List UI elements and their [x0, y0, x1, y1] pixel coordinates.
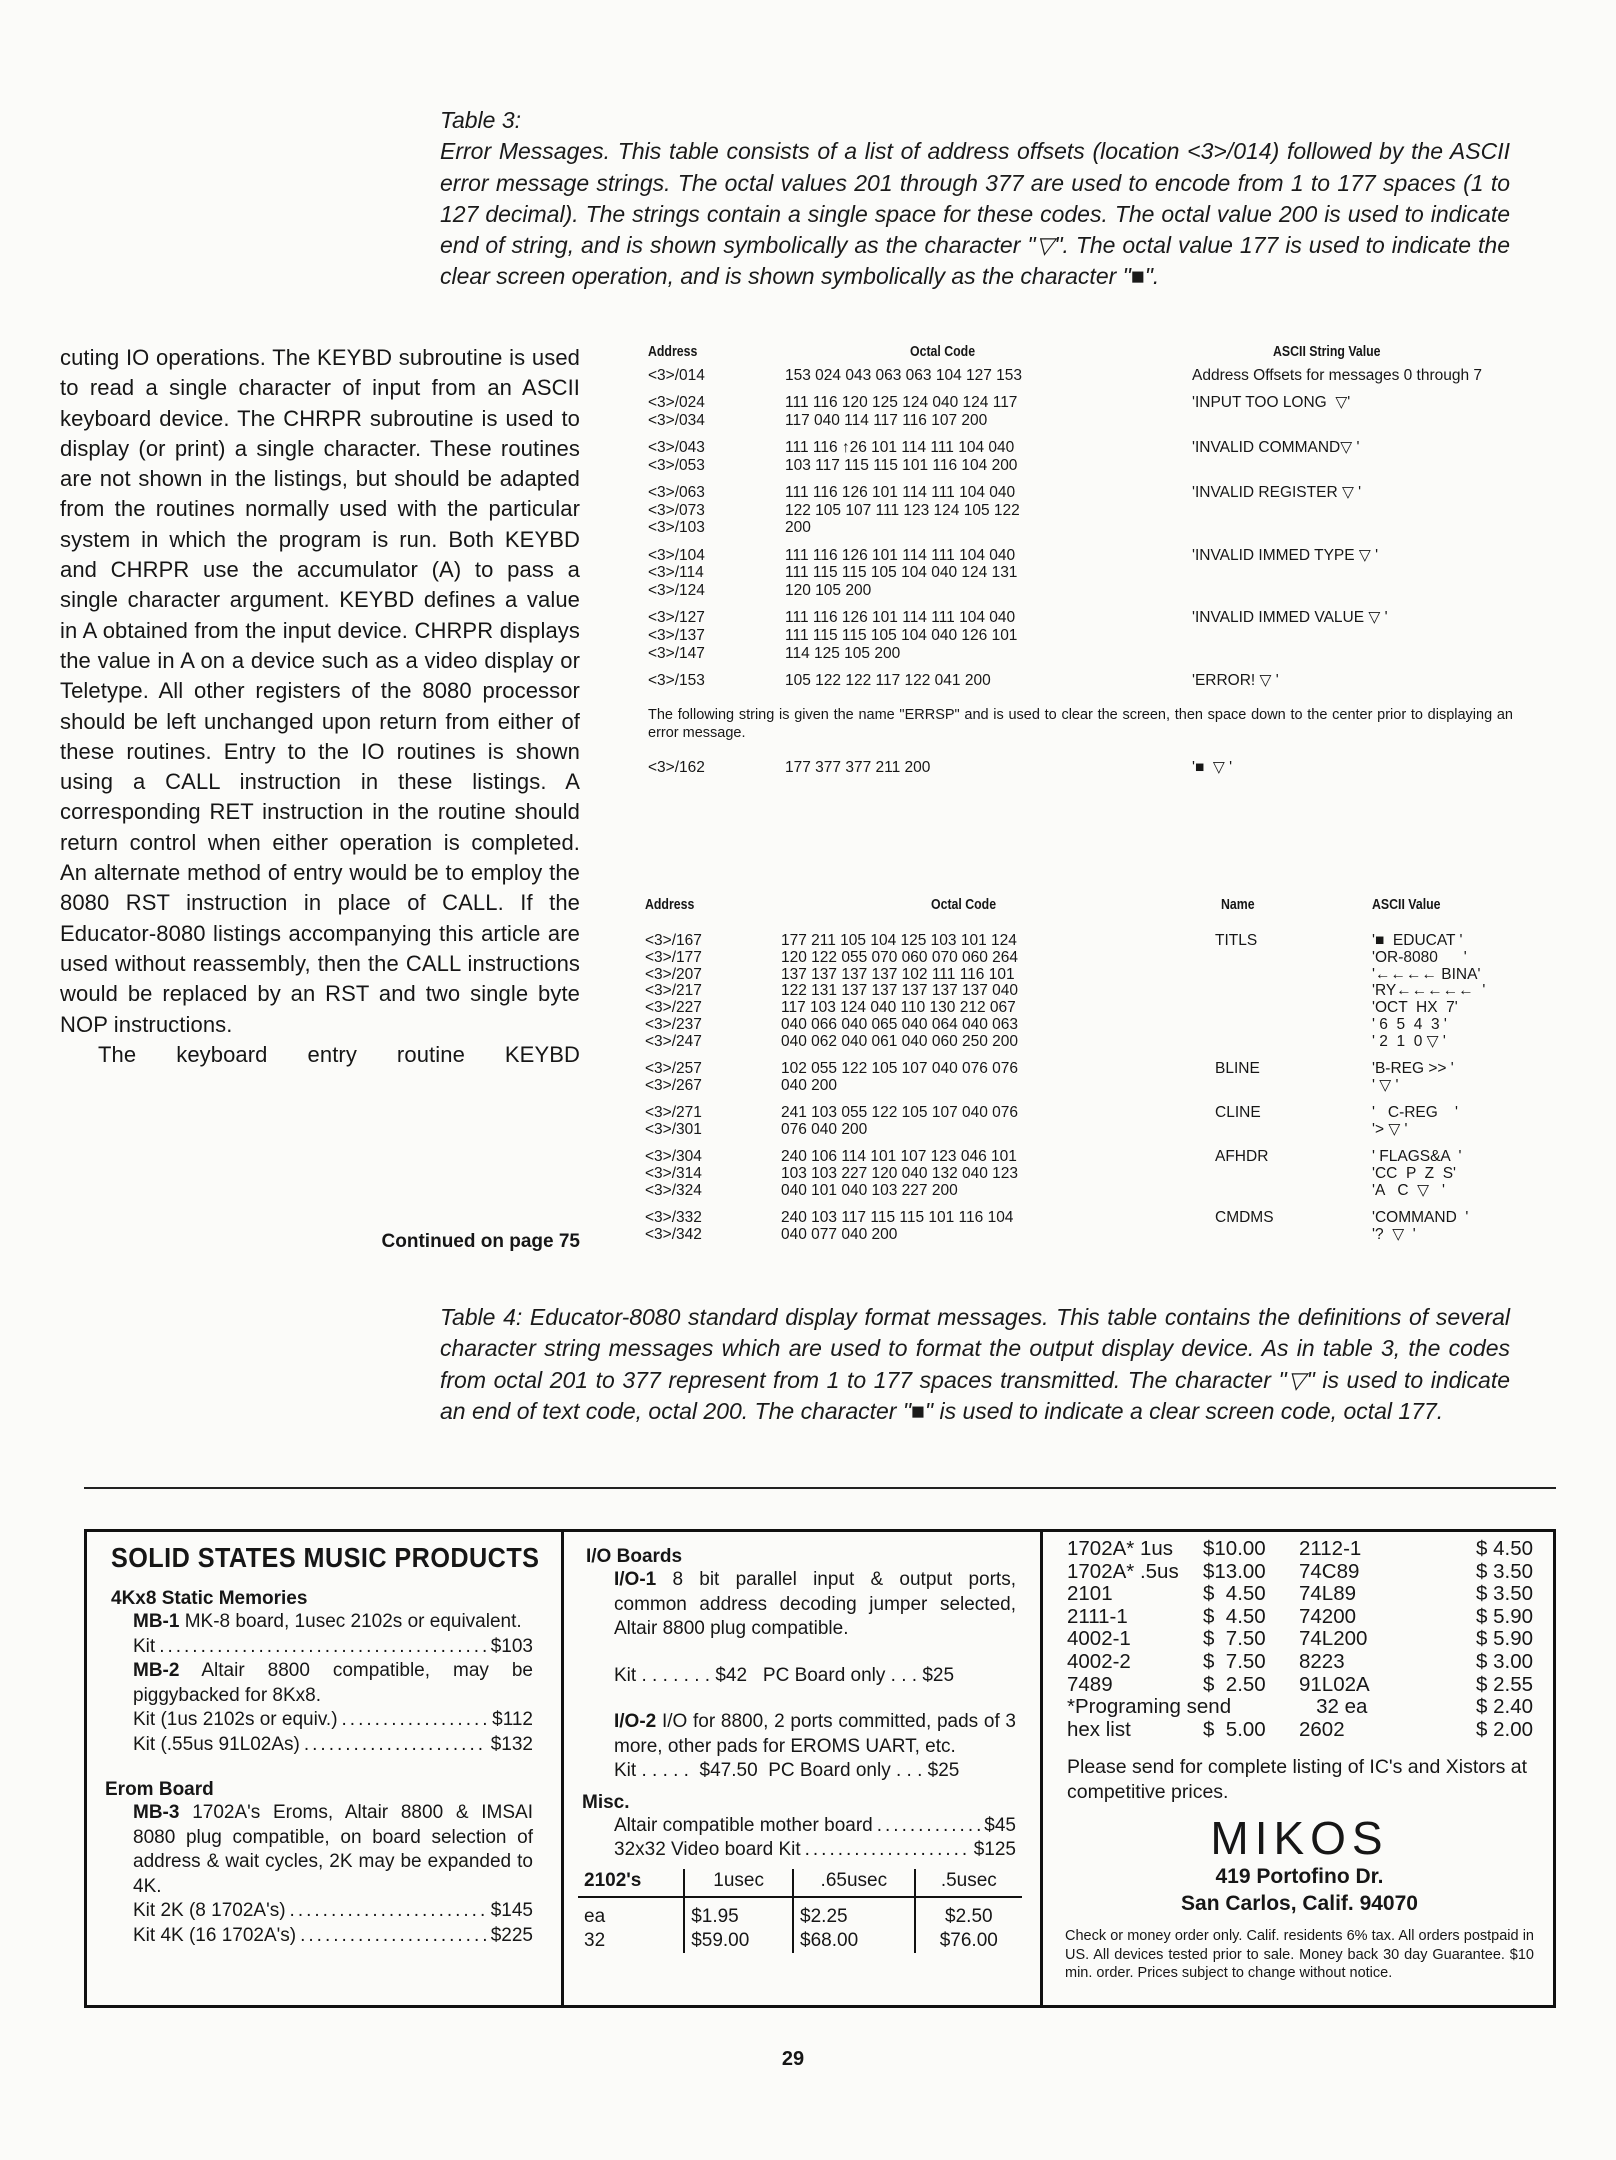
row-octal: 111 116 120 125 124 040 124 117	[785, 394, 1018, 412]
io1-desc: 8 bit parallel input & output ports, common address decoding jumper selected, Altair 8800 plug compatible.	[614, 1569, 1016, 1639]
row-octal: 117 103 124 040 110 130 212 067	[781, 999, 1016, 1017]
kit-label: Kit (.55us 91L02As)	[133, 1733, 300, 1755]
row-octal: 111 116 ↑26 101 114 111 104 040	[785, 439, 1015, 457]
mb3-code: MB-3	[133, 1802, 180, 1823]
io1-code: I/O-1	[614, 1569, 657, 1590]
header-name: Name	[1221, 897, 1255, 913]
mb1-desc: MK-8 board, 1usec 2102s or equivalent.	[184, 1611, 522, 1632]
part-number: 91L02A	[1299, 1672, 1370, 1696]
row-ascii: Address Offsets for messages 0 through 7	[1192, 367, 1483, 384]
row-ascii: ' 6 5 4 3 '	[1372, 1016, 1447, 1033]
company-address-city: San Carlos, Calif. 94070	[1181, 1892, 1418, 1916]
ad-column-memories	[87, 1532, 557, 2005]
row-addr: <3>/314	[645, 1165, 702, 1183]
listing-note: Please send for complete listing of IC's and Xistors at competitive prices.	[1067, 1756, 1528, 1804]
misc-label: Altair compatible mother board	[614, 1814, 873, 1836]
company-logo: MIKOS	[1210, 1812, 1389, 1865]
kit-label: Kit 4K (16 1702A's)	[133, 1924, 297, 1946]
io-heading: I/O Boards	[586, 1546, 683, 1567]
row-octal: 040 062 040 061 040 060 250 200	[781, 1032, 1019, 1050]
row-name: AFHDR	[1215, 1148, 1269, 1166]
row-addr: <3>/053	[648, 456, 705, 474]
row-addr: <3>/342	[645, 1226, 702, 1243]
part-number: 2602	[1299, 1717, 1345, 1741]
mb3-desc: 1702A's Eroms, Altair 8800 & IMSAI 8080 plug compatible, on board selection of address & wait cycles, 2K may be expanded to 4K.	[133, 1802, 533, 1897]
ad-column-io	[561, 1532, 1040, 2005]
row-octal: 040 066 040 065 040 064 040 063	[781, 1016, 1019, 1033]
row-addr: <3>/124	[648, 582, 705, 599]
row-addr: <3>/073	[648, 501, 705, 519]
2102-price-table	[578, 1869, 1022, 1953]
kit-label: Kit (1us 2102s or equiv.)	[133, 1709, 338, 1730]
part-number: 74200	[1299, 1604, 1357, 1628]
row-ascii: 'A C ▽ '	[1372, 1181, 1445, 1199]
page-number: 29	[781, 2048, 805, 2070]
part-price: $ 7.50	[1203, 1627, 1266, 1651]
row-addr: <3>/063	[648, 484, 705, 501]
row-addr: <3>/247	[645, 1032, 702, 1050]
row-octal: 111 116 126 101 114 111 104 040	[785, 609, 1016, 627]
part-price: $ 3.50	[1476, 1582, 1533, 1606]
row-ascii: 'OCT HX 7'	[1372, 999, 1458, 1017]
chip-header: 1usec	[684, 1869, 793, 1897]
misc-line	[614, 1838, 1016, 1863]
part-number: hex list	[1067, 1717, 1131, 1741]
mb2-desc: Altair 8800 compatible, may be piggybacked for 8Kx8.	[133, 1660, 533, 1706]
mb2-kit-line	[133, 1733, 533, 1758]
row-name: TITLS	[1215, 932, 1258, 949]
row-octal: 111 115 115 105 104 040 126 101	[785, 626, 1018, 644]
kit-price: $103	[490, 1635, 533, 1657]
row-octal: 122 105 107 111 123 124 105 122	[785, 501, 1020, 519]
row-addr: <3>/207	[645, 965, 702, 983]
mb2-code: MB-2	[133, 1660, 180, 1681]
row-addr: <3>/043	[648, 439, 705, 457]
part-price: $ 4.50	[1476, 1537, 1533, 1560]
row-ascii: 'INVALID IMMED TYPE ▽ '	[1192, 546, 1379, 564]
chip-cell: $76.00	[915, 1929, 1022, 1953]
row-octal: 120 105 200	[785, 582, 872, 599]
part-number: 74C89	[1299, 1559, 1360, 1583]
io2-prices: Kit . . . . . $47.50 PC Board only . . . $25	[614, 1760, 960, 1781]
row-ascii: '←←←← BINA'	[1372, 965, 1481, 983]
body-paragraph: cuting IO operations. The KEYBD subroutine is used to read a single character of input from an ASCII keyboard device. The CHRPR subroutine is used to display (or print) a single character. These routines are not shown in the listings, but should be adapted from the routines normally used with the particular system in which the program is run. Both KEYBD and CHRPR use the accumulator (A) to pass a single character argument. KEYBD defines a value in A obtained from the input device. CHRPR displays the value in A on a device such as a video display or Teletype. All other registers of the 8080 processor should be left unchanged upon return from either of these routines. Entry to the IO routines is shown using a CALL instruction in these listings. A corresponding RET instruction in the routine should return control when either operation is completed. An alternate method of entry would be to employ the 8080 RST instruction in place of CALL. If the Educator-8080 listings accompanying this article are used without reassembly, then the CALL instructions would be replaced by an RST and two single byte NOP instructions.	[60, 345, 580, 1037]
row-octal: 114 125 105 200	[785, 644, 901, 662]
ad-column-ic-prices	[1040, 1532, 1556, 2005]
row-addr: <3>/114	[648, 564, 704, 582]
chip-row	[578, 1929, 1022, 1953]
part-price: $ 4.50	[1203, 1582, 1266, 1606]
row-ascii: ' 2 1 0 ▽ '	[1372, 1032, 1446, 1050]
header-octal-code: Octal Code	[910, 344, 976, 360]
divider	[84, 1487, 1556, 1489]
header-octal-code: Octal Code	[931, 897, 997, 913]
chip-header: 2102's	[578, 1869, 684, 1897]
row-octal: 040 101 040 103 227 200	[781, 1181, 958, 1199]
row-addr: <3>/024	[648, 394, 705, 412]
row-octal: 153 024 043 063 063 104 127 153	[785, 367, 1023, 384]
body-paragraph: The keyboard entry routine KEYBD	[98, 1041, 580, 1067]
order-terms: Check or money order only. Calif. residents 6% tax. All orders postpaid in US. All devices tested prior to sale. Money back 30 day Guarantee. $10 min. order. Prices subject to change without notice.	[1065, 1928, 1534, 1982]
row-addr: <3>/324	[645, 1181, 702, 1199]
part-number: *Programing send	[1067, 1695, 1232, 1719]
mb2-kit-line	[133, 1708, 533, 1733]
kit-label: Kit	[133, 1635, 156, 1657]
row-ascii: 'RY←←←←← '	[1372, 982, 1486, 1000]
chip-header: .5usec	[915, 1869, 1022, 1897]
row-addr: <3>/177	[645, 948, 702, 966]
row-octal: 103 117 115 115 101 116 104 200	[785, 456, 1018, 474]
row-name: BLINE	[1215, 1060, 1260, 1078]
row-octal: 240 103 117 115 115 101 116 104	[781, 1209, 1014, 1227]
kit-label: Kit 2K (8 1702A's)	[133, 1900, 286, 1921]
row-addr: <3>/301	[645, 1121, 702, 1138]
chip-cell: $1.95	[684, 1905, 793, 1929]
part-price: $ 2.50	[1203, 1672, 1266, 1696]
table3-caption	[440, 105, 1510, 293]
part-price: $ 5.90	[1476, 1604, 1533, 1628]
row-ascii: 'INVALID IMMED VALUE ▽ '	[1192, 609, 1388, 627]
mb1-kit-line	[133, 1635, 533, 1660]
row-octal: 241 103 055 122 105 107 040 076	[781, 1104, 1019, 1122]
misc-line	[614, 1814, 1016, 1839]
chip-header: .65usec	[793, 1869, 915, 1897]
row-addr: <3>/332	[645, 1209, 702, 1227]
part-price: $ 2.00	[1476, 1717, 1533, 1741]
part-number: 7489	[1067, 1672, 1113, 1696]
row-octal: 122 131 137 137 137 137 137 040	[781, 982, 1019, 1000]
errsp-address: <3>/162	[648, 759, 705, 776]
row-addr: <3>/104	[648, 546, 705, 564]
part-number: 4002-2	[1067, 1649, 1131, 1673]
part-price: $ 2.40	[1476, 1695, 1533, 1719]
errsp-octal: 177 377 377 211 200	[785, 759, 931, 776]
row-ascii: '> ▽ '	[1372, 1121, 1408, 1138]
part-price: $ 3.50	[1476, 1559, 1533, 1583]
table3-caption-text: Error Messages. This table consists of a list of address offsets (location <3>/014) followed by the ASCII error message strings. The octal values 201 through 377 are used to encode from 1 to 177 spaces (1 to 127 decimal). The strings contain a single space for these codes. The octal value 200 is used to indicate end of string, and is shown symbolically as the character "▽". The octal value 177 is used to indicate the clear screen operation, and is shown symbolically as the character "■".	[440, 138, 1510, 290]
ic-price-list	[1067, 1538, 1556, 1741]
chip-cell: $2.50	[915, 1905, 1022, 1929]
part-number: 2111-1	[1067, 1604, 1128, 1628]
row-ascii: 'ERROR! ▽ '	[1192, 671, 1279, 689]
memories-heading: 4Kx8 Static Memories	[111, 1588, 308, 1609]
row-octal: 103 103 227 120 040 132 040 123	[781, 1165, 1019, 1183]
row-ascii: ' FLAGS&A '	[1372, 1148, 1462, 1166]
row-octal: 111 116 126 101 114 111 104 040	[785, 546, 1016, 564]
row-addr: <3>/167	[645, 932, 702, 949]
row-octal: 240 106 114 101 107 123 046 101	[781, 1148, 1017, 1166]
part-price: $ 2.55	[1476, 1672, 1533, 1696]
row-addr: <3>/034	[648, 411, 705, 429]
advertisement-mikos	[84, 1529, 1556, 2008]
table4-display-messages	[645, 895, 1525, 1255]
chip-cell: $2.25	[793, 1905, 915, 1929]
row-octal: 177 211 105 104 125 103 101 124	[781, 932, 1017, 949]
row-ascii: 'COMMAND '	[1372, 1209, 1469, 1227]
misc-price: $45	[984, 1814, 1016, 1836]
row-octal: 040 200	[781, 1076, 838, 1094]
row-addr: <3>/227	[645, 999, 702, 1017]
part-price: $ 4.50	[1203, 1604, 1266, 1628]
header-ascii-string-value: ASCII String Value	[1273, 344, 1381, 360]
row-octal: 137 137 137 137 102 111 116 101	[781, 965, 1015, 983]
erom-kit-line	[133, 1899, 533, 1924]
row-name: CMDMS	[1215, 1209, 1274, 1227]
table4-caption	[440, 1302, 1510, 1427]
ad-title: SOLID STATES MUSIC PRODUCTS	[111, 1542, 540, 1573]
io1-prices: Kit . . . . . . . $42 PC Board only . . . $25	[614, 1664, 955, 1686]
row-addr: <3>/217	[645, 982, 702, 1000]
row-ascii: '■ EDUCAT '	[1372, 932, 1463, 949]
table4-caption-text: Table 4: Educator-8080 standard display format messages. This table contains the definitions of several character string messages which are used to format the output display device. As in table 3, the codes from octal 201 to 377 represent from 1 to 177 spaces transmitted. The character "▽" is used to indicate an end of text code, octal 200. The character "■" is used to indicate a clear screen code, octal 177.	[440, 1304, 1510, 1424]
part-price: $ 5.00	[1203, 1717, 1266, 1741]
erom-kit-line	[133, 1924, 533, 1949]
row-octal: 076 040 200	[781, 1121, 868, 1138]
row-ascii: ' ▽ '	[1372, 1076, 1399, 1094]
row-octal: 102 055 122 105 107 040 076 076	[781, 1060, 1019, 1078]
row-addr: <3>/267	[645, 1076, 702, 1094]
part-price: $ 5.90	[1476, 1627, 1533, 1651]
part-number: 1702A* 1us	[1067, 1537, 1174, 1560]
part-number: 74L200	[1299, 1627, 1368, 1651]
mb1-code: MB-1	[133, 1611, 180, 1632]
row-addr: <3>/147	[648, 644, 705, 662]
chip-cell: ea	[584, 1905, 606, 1927]
row-octal: 105 122 122 117 122 041 200	[785, 671, 991, 689]
row-addr: <3>/304	[645, 1148, 702, 1166]
chip-cell: 32	[584, 1929, 606, 1951]
row-octal: 111 115 115 105 104 040 124 131	[785, 564, 1018, 582]
row-addr: <3>/153	[648, 671, 705, 689]
misc-heading: Misc.	[582, 1791, 630, 1813]
row-addr: <3>/257	[645, 1060, 702, 1078]
part-price: $ 3.00	[1476, 1649, 1533, 1673]
misc-label: 32x32 Video board Kit	[614, 1839, 801, 1860]
row-octal: 111 116 126 101 114 111 104 040	[785, 484, 1016, 501]
errsp-ascii: '■ ▽ '	[1192, 759, 1233, 776]
company-address-street: 419 Portofino Dr.	[1215, 1865, 1384, 1889]
row-name: CLINE	[1215, 1104, 1261, 1122]
kit-price: $132	[490, 1733, 533, 1755]
part-price: $13.00	[1203, 1559, 1266, 1583]
row-ascii: 'INVALID COMMAND▽ '	[1192, 439, 1360, 457]
kit-price: $225	[490, 1924, 533, 1946]
row-addr: <3>/103	[648, 519, 705, 537]
row-ascii: 'INVALID REGISTER ▽ '	[1192, 484, 1362, 501]
row-ascii: 'CC P Z S'	[1372, 1165, 1457, 1183]
chip-cell: $59.00	[684, 1929, 793, 1953]
part-price: $ 7.50	[1203, 1649, 1266, 1673]
row-addr: <3>/137	[648, 626, 705, 644]
row-ascii: '? ▽ '	[1372, 1226, 1416, 1243]
part-number: 1702A* .5us	[1067, 1559, 1179, 1583]
chip-row	[578, 1905, 1022, 1929]
row-ascii: 'OR-8080 '	[1372, 948, 1467, 966]
part-number: 2112-1	[1299, 1537, 1362, 1560]
row-addr: <3>/237	[645, 1016, 702, 1033]
part-number: 8223	[1299, 1649, 1345, 1673]
row-octal: 120 122 055 070 060 070 060 264	[781, 948, 1019, 966]
chip-cell: $68.00	[793, 1929, 915, 1953]
row-octal: 200	[785, 519, 811, 537]
continued-notice: Continued on page 75	[381, 1231, 580, 1252]
header-address: Address	[648, 344, 698, 360]
row-addr: <3>/014	[648, 367, 705, 384]
kit-price: $112	[492, 1709, 533, 1730]
header-address: Address	[645, 897, 695, 913]
part-number: 2101	[1067, 1582, 1113, 1606]
part-number: 32 ea	[1299, 1695, 1368, 1719]
row-octal: 040 077 040 200	[781, 1226, 898, 1243]
table3-error-messages	[645, 342, 1525, 782]
errsp-note: The following string is given the name "ERRSP" and is used to clear the screen, then space down to the center prior to displaying an error message.	[648, 707, 1513, 741]
part-number: 74L89	[1299, 1582, 1357, 1606]
article-body-column	[60, 343, 580, 1070]
row-ascii: ' C-REG '	[1372, 1104, 1459, 1122]
row-ascii: 'INPUT TOO LONG ▽'	[1192, 394, 1351, 412]
io2-code: I/O-2	[614, 1711, 657, 1732]
kit-price: $145	[490, 1900, 533, 1921]
header-ascii-value: ASCII Value	[1372, 897, 1441, 913]
part-price: $10.00	[1203, 1537, 1266, 1560]
row-addr: <3>/127	[648, 609, 705, 627]
part-number: 4002-1	[1067, 1627, 1131, 1651]
table3-label: Table 3:	[440, 107, 521, 133]
io2-desc: I/O for 8800, 2 ports committed, pads of 3 more, other pads for EROMS UART, etc.	[614, 1711, 1017, 1757]
row-ascii: 'B-REG >> '	[1372, 1060, 1454, 1078]
row-octal: 117 040 114 117 116 107 200	[785, 411, 988, 429]
erom-heading: Erom Board	[105, 1779, 214, 1800]
row-addr: <3>/271	[645, 1104, 702, 1122]
misc-price: $125	[973, 1839, 1016, 1860]
